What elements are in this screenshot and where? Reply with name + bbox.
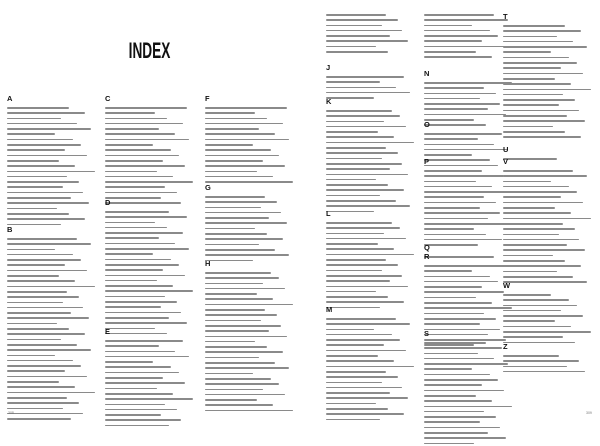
index-entry: [326, 417, 418, 422]
index-entry-list: [105, 338, 197, 428]
index-entry-list: [205, 194, 297, 263]
section-letter: V: [503, 157, 509, 166]
section-letter: R: [424, 252, 430, 261]
section-letter: D: [105, 198, 111, 207]
index-entry-list: [326, 316, 418, 422]
section-letter: G: [205, 183, 211, 192]
index-entry: [424, 441, 516, 446]
section-letter: O: [424, 120, 430, 129]
index-entry-list: [326, 12, 418, 54]
section-letter: B: [7, 225, 13, 234]
section-letter: Z: [503, 342, 508, 351]
section-letter: T: [503, 12, 508, 21]
index-entry-list: [7, 236, 99, 421]
index-entry: [503, 134, 595, 139]
index-entry-list: [503, 292, 595, 345]
index-entry: [503, 156, 595, 161]
index-entry: [7, 416, 99, 421]
index-entry: [205, 408, 297, 413]
index-entry: [503, 279, 595, 284]
index-entry-list: [205, 270, 297, 413]
section-letter: L: [326, 209, 331, 218]
index-entry: [326, 95, 418, 100]
index-entry-list: [7, 105, 99, 227]
index-entry: [503, 369, 595, 374]
section-letter: H: [205, 259, 211, 268]
index-column: [503, 0, 598, 425]
section-letter: Q: [424, 243, 430, 252]
section-letter: W: [503, 281, 511, 290]
index-entry: [105, 331, 197, 336]
index-entry-list: [326, 74, 418, 100]
section-letter: C: [105, 94, 111, 103]
index-entry: [7, 222, 99, 227]
index-entry: [326, 305, 418, 310]
section-letter: P: [424, 157, 430, 166]
index-entry-list: [205, 105, 297, 184]
section-letter: F: [205, 94, 210, 103]
section-letter: J: [326, 63, 331, 72]
index-entry: [105, 423, 197, 428]
index-entry-list: [503, 168, 595, 285]
index-entry: [205, 179, 297, 184]
index-column: [205, 0, 300, 425]
index-heading: INDEX: [128, 38, 171, 63]
page-number-right: 309: [586, 411, 592, 415]
index-column: [105, 0, 200, 425]
index-column: [326, 0, 421, 425]
index-entry: [326, 49, 418, 54]
section-letter: K: [326, 97, 332, 106]
index-entry-list: [326, 108, 418, 214]
section-letter: M: [326, 305, 333, 314]
index-entry-list: [326, 220, 418, 310]
index-entry-list: [503, 23, 595, 140]
section-letter: S: [424, 329, 430, 338]
index-column: [7, 0, 102, 425]
index-entry: [105, 200, 197, 205]
index-entry-list: [105, 209, 197, 336]
index-entry-list: [105, 105, 197, 206]
section-letter: U: [503, 145, 509, 154]
section-letter: N: [424, 69, 430, 78]
index-entry-list: [503, 156, 595, 161]
index-entry: [205, 258, 297, 263]
index-entry: [503, 340, 595, 345]
section-letter: A: [7, 94, 13, 103]
index-entry: [326, 209, 418, 214]
page-number-left: 308: [8, 411, 14, 415]
index-entry-list: [503, 353, 595, 374]
section-letter: E: [105, 327, 111, 336]
